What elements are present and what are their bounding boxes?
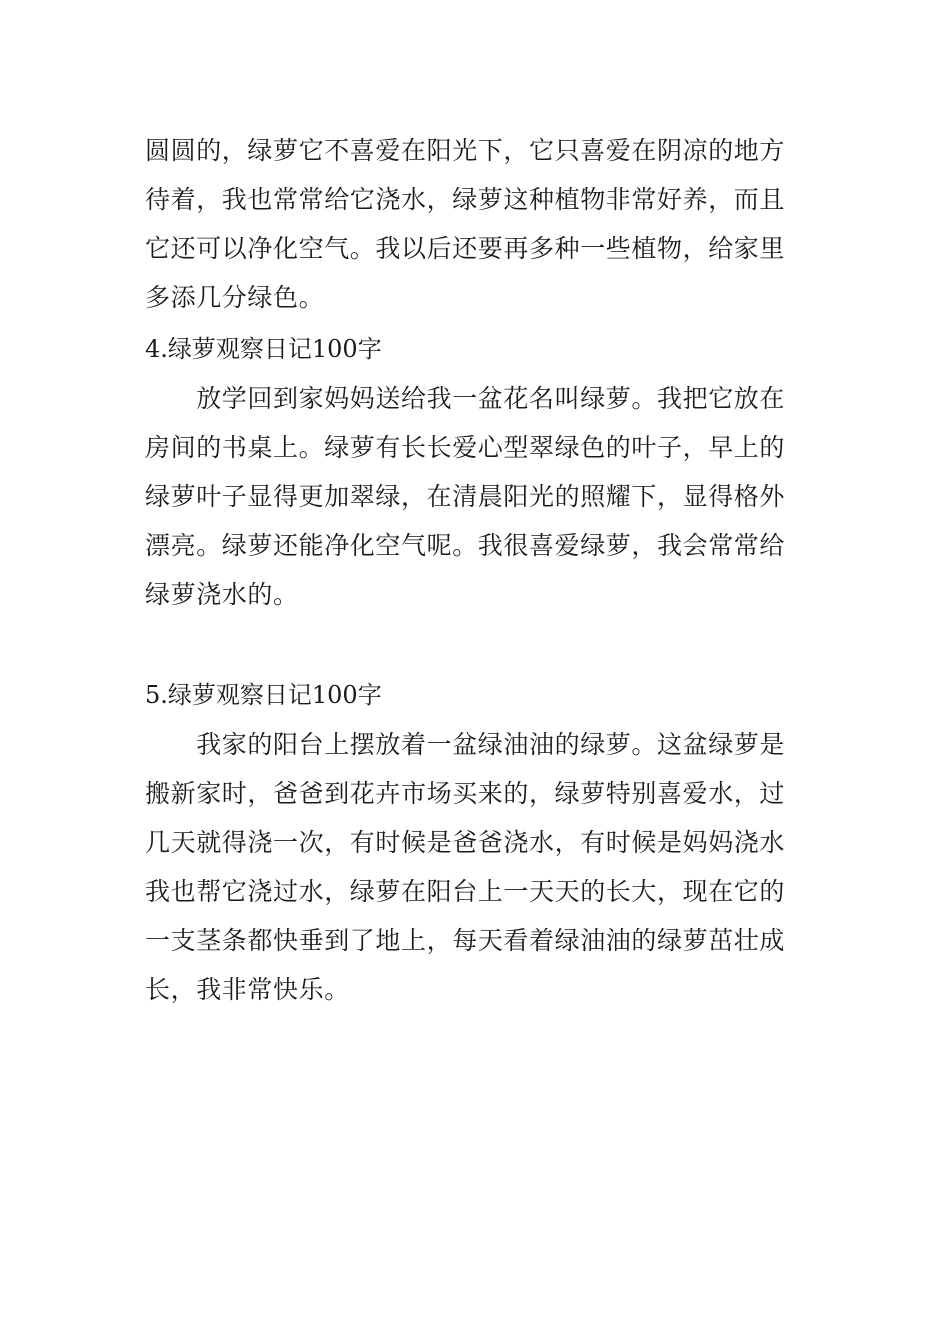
paragraph-line: 放学回到家妈妈送给我一盆花名叫绿萝。我把它放在 (145, 384, 786, 413)
paragraph-line: 搬新家时，爸爸到花卉市场买来的，绿萝特别喜爱水，过 (145, 779, 786, 808)
paragraph-line: 它还可以净化空气。我以后还要再多种一些植物，给家里 (145, 234, 786, 263)
paragraph-line: 我家的阳台上摆放着一盆绿油油的绿萝。这盆绿萝是 (145, 730, 786, 759)
paragraph-line: 我也帮它浇过水，绿萝在阳台上一天天的长大，现在它的 (145, 877, 786, 906)
section-heading: 4.绿萝观察日记100字 (145, 335, 382, 363)
paragraph-line: 长，我非常快乐。 (145, 975, 350, 1004)
paragraph-line: 几天就得浇一次，有时候是爸爸浇水，有时候是妈妈浇水 (145, 828, 786, 857)
section-heading: 5.绿萝观察日记100字 (145, 681, 382, 709)
paragraph-line: 绿萝浇水的。 (145, 580, 299, 609)
paragraph-line: 圆圆的，绿萝它不喜爱在阳光下，它只喜爱在阴凉的地方 (145, 136, 786, 165)
paragraph-line: 房间的书桌上。绿萝有长长爱心型翠绿色的叶子，早上的 (145, 433, 786, 462)
paragraph-line: 多添几分绿色。 (145, 283, 325, 312)
paragraph-line: 漂亮。绿萝还能净化空气呢。我很喜爱绿萝，我会常常给 (145, 531, 786, 560)
paragraph-line: 绿萝叶子显得更加翠绿，在清晨阳光的照耀下，显得格外 (145, 482, 786, 511)
paragraph-line: 待着，我也常常给它浇水，绿萝这种植物非常好养，而且 (145, 185, 786, 214)
paragraph-line: 一支茎条都快垂到了地上，每天看着绿油油的绿萝茁壮成 (145, 926, 786, 955)
